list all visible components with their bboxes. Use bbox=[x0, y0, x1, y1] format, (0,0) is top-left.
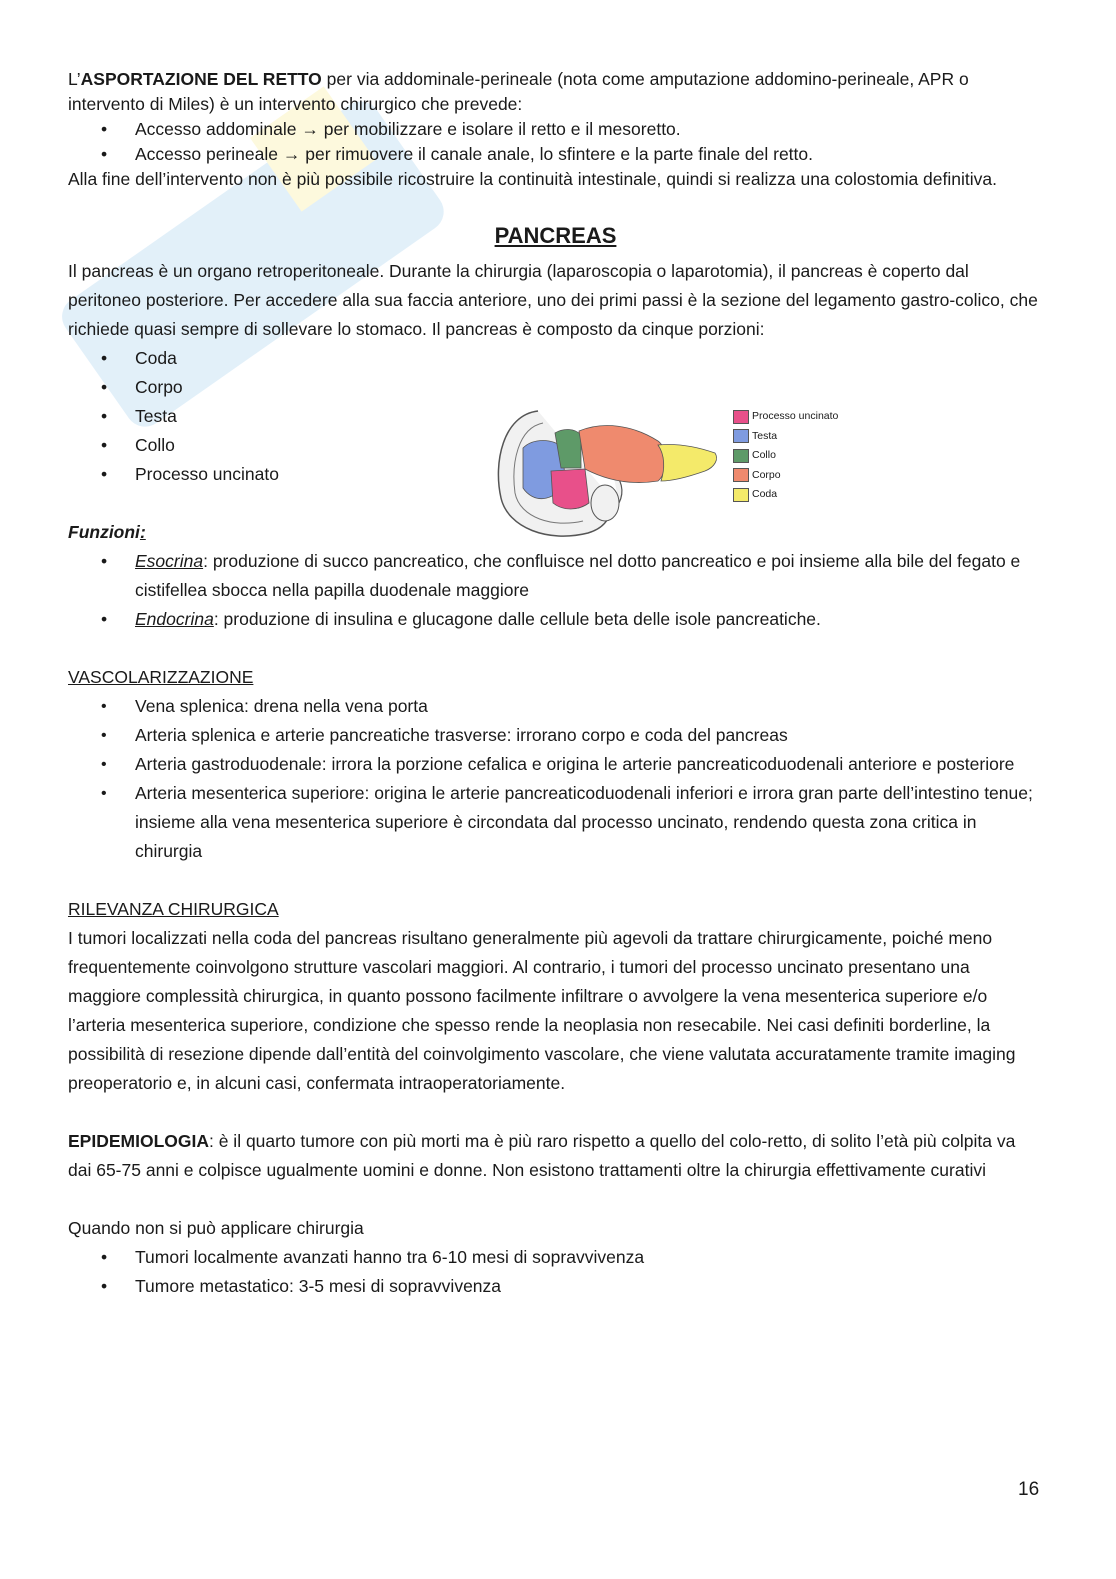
list-item: • Vena splenica: drena nella vena porta bbox=[68, 692, 1043, 721]
list-item: • Endocrina: produzione di insulina e glucagone dalle cellule beta delle isole pancreatiche. bbox=[68, 605, 1043, 634]
intro-closing: Alla fine dell’intervento non è più possibile ricostruire la continuità intestinale, quindi si realizza una colostomia definitiva. bbox=[68, 169, 997, 189]
no-chirurgia-heading: Quando non si può applicare chirurgia bbox=[68, 1218, 364, 1238]
legend-item: Testa bbox=[733, 427, 838, 447]
list-item: • Testa bbox=[68, 402, 1043, 431]
list-item: • Esocrina: produzione di succo pancreatico, che confluisce nel dotto pancreatico e poi insieme alla bile del fegato e cistifellea sbocca nella papilla duodenale maggiore bbox=[68, 547, 1043, 605]
funzioni-heading: Funzioni: bbox=[68, 522, 146, 542]
funzioni-list bbox=[68, 547, 1043, 634]
pancreas-figure bbox=[493, 403, 843, 543]
list-item: • Arteria gastroduodenale: irrora la porzione cefalica e origina le arterie pancreaticoduodenali anteriore e posteriore bbox=[68, 750, 1043, 779]
legend-item: Coda bbox=[733, 485, 838, 505]
list-item: • Arteria splenica e arterie pancreatiche trasverse: irrorano corpo e coda del pancreas bbox=[68, 721, 1043, 750]
legend-swatch-testa bbox=[733, 429, 749, 443]
vascolarizzazione-heading: VASCOLARIZZAZIONE bbox=[68, 667, 254, 687]
pancreas-description: Il pancreas è un organo retroperitoneale. Durante la chirurgia (laparoscopia o laparotomia), il pancreas è coperto dal peritoneo posteriore. Per accedere alla sua faccia anteriore, uno dei primi passi è la sezione del legamento gastro-colico, che richiede quasi sempre di sollevare lo stomaco. Il pancreas è composto da cinque porzioni: bbox=[68, 261, 1038, 339]
intro-bullet-list bbox=[68, 117, 1043, 167]
legend-item: Corpo bbox=[733, 466, 838, 486]
list-item: • Coda bbox=[68, 344, 1043, 373]
list-item: • Tumori localmente avanzati hanno tra 6-10 mesi di sopravvivenza bbox=[68, 1243, 1043, 1272]
list-item: • Arteria mesenterica superiore: origina le arterie pancreaticoduodenali inferiori e irrora gran parte dell’intestino tenue; insieme alla vena mesenterica superiore è circondata dal processo uncinato, rendendo questa zona critica in chirurgia bbox=[68, 779, 1043, 866]
legend-swatch-coda bbox=[733, 488, 749, 502]
legend-item: Collo bbox=[733, 446, 838, 466]
rilevanza-heading: RILEVANZA CHIRURGICA bbox=[68, 899, 279, 919]
rilevanza-paragraph: I tumori localizzati nella coda del pancreas risultano generalmente più agevoli da trattare chirurgicamente, poiché meno frequentemente coinvolgono strutture vascolari maggiori. Al contrario, i tumori del processo uncinato presentano una maggiore complessità chirurgica, in quanto possono facilmente infiltrare o avvolgere la vena mesenterica superiore e/o l’arteria mesenterica superiore, condizione che spesso rende la neoplasia non resecabile. Nei casi definiti borderline, la possibilità di resezione dipende dall’entità del coinvolgimento vascolare, che viene valutata accuratamente tramite imaging preoperatorio e, in alcuni casi, confermata intraoperatoriamente. bbox=[68, 928, 1016, 1093]
apr-term: ASPORTAZIONE DEL RETTO bbox=[80, 69, 322, 89]
vascolarizzazione-list bbox=[68, 692, 1043, 866]
list-item: • Accesso addominale → per mobilizzare e isolare il retto e il mesoretto. bbox=[68, 117, 1043, 142]
section-title-pancreas: PANCREAS bbox=[494, 223, 617, 248]
document-page bbox=[68, 67, 1043, 1301]
intro-paragraph: L’ASPORTAZIONE DEL RETTO per via addominale-perineale (nota come amputazione addomino-perineale, APR o intervento di Miles) è un intervento chirurgico che prevede: bbox=[68, 69, 969, 114]
legend-swatch-processo-uncinato bbox=[733, 410, 749, 424]
figure-legend bbox=[733, 407, 838, 505]
list-item: • Tumore metastatico: 3-5 mesi di sopravvivenza bbox=[68, 1272, 1043, 1301]
epidemiologia-paragraph: EPIDEMIOLOGIA: è il quarto tumore con più morti ma è più raro rispetto a quello del colo-retto, di solito l’età più colpita va dai 65-75 anni e colpisce ugualmente uomini e donne. Non esistono trattamenti oltre la chirurgia effettivamente curativi bbox=[68, 1131, 1016, 1180]
page-number: 16 bbox=[1018, 1479, 1040, 1500]
legend-swatch-corpo bbox=[733, 468, 749, 482]
list-item: • Processo uncinato bbox=[68, 460, 1043, 489]
legend-swatch-collo bbox=[733, 449, 749, 463]
no-chirurgia-list bbox=[68, 1243, 1043, 1301]
pancreas-illustration bbox=[493, 403, 728, 543]
legend-item: Processo uncinato bbox=[733, 407, 838, 427]
list-item: • Accesso perineale → per rimuovere il canale anale, lo sfintere e la parte finale del retto. bbox=[68, 142, 1043, 167]
list-item: • Corpo bbox=[68, 373, 1043, 402]
list-item: • Collo bbox=[68, 431, 1043, 460]
